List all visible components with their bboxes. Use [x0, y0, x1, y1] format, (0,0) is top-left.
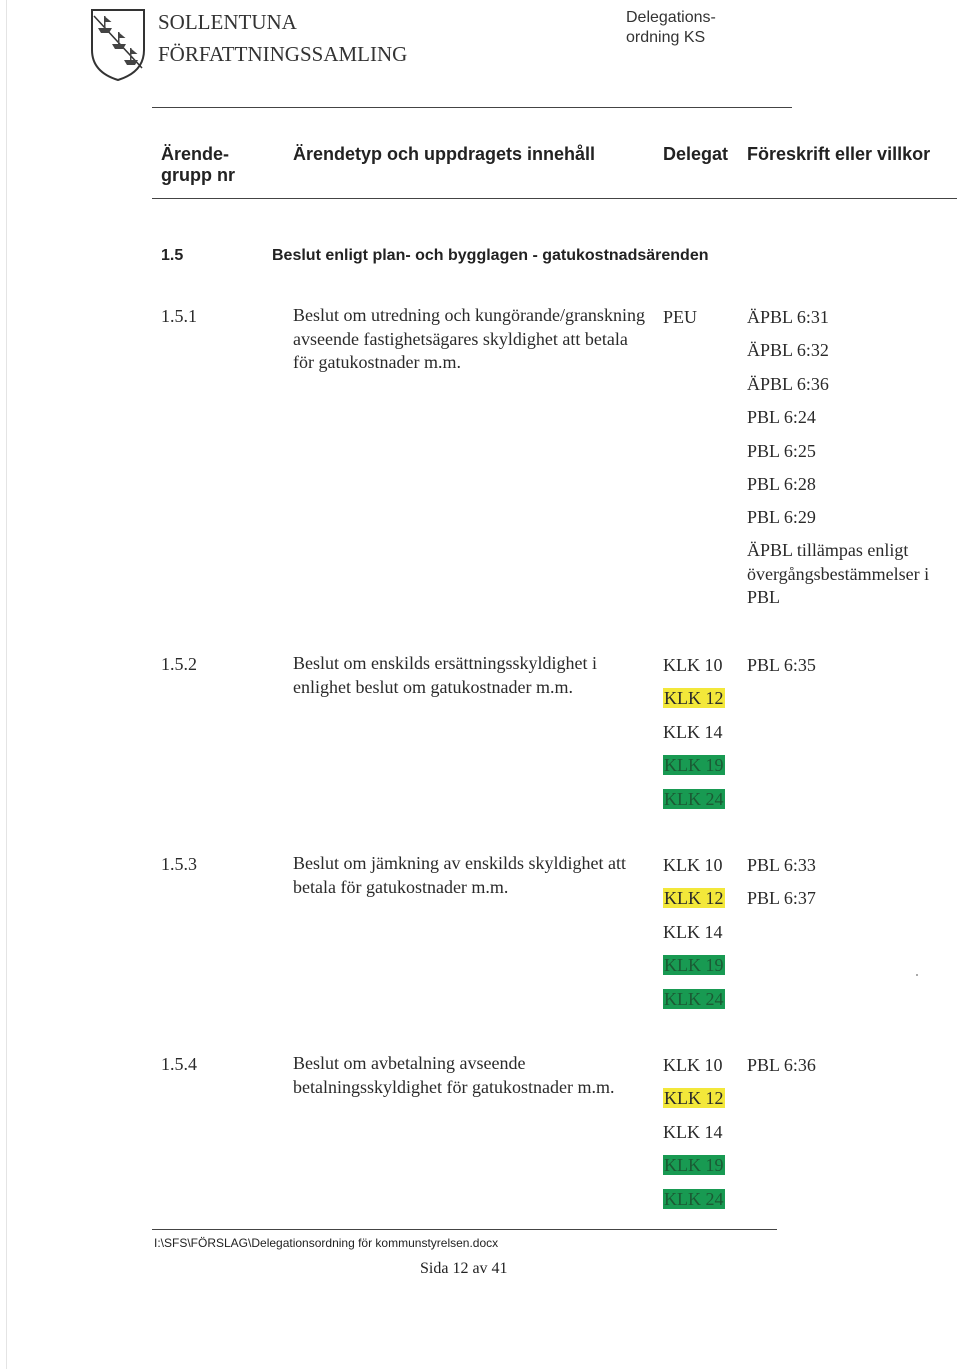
villkor-item: PBL 6:33 — [747, 855, 816, 875]
villkor-item: PBL 6:24 — [747, 407, 816, 428]
row-description: Beslut om avbetalning avseende betalningsskyldighet för gatukostnader m.m. — [293, 1053, 615, 1097]
row-description: Beslut om utredning och kungörande/granskning avseende fastighetsägares skyldighet att betala för gatukostnader m.m. — [293, 305, 645, 372]
delegat-code-highlighted-yellow: KLK 12 — [664, 688, 724, 709]
row-number: 1.5.1 — [161, 306, 197, 326]
delegat-code-highlighted-green: KLK 24 — [664, 988, 724, 1009]
delegat-code-highlighted-green: KLK 24 — [664, 788, 724, 809]
villkor-item: PBL 6:35 — [747, 655, 816, 675]
delegat-code: KLK 14 — [663, 1121, 723, 1142]
column-header-number-line1: Ärende- — [161, 144, 230, 164]
org-line-2: FÖRFATTNINGSSAMLING — [158, 42, 408, 66]
municipality-crest-logo — [88, 6, 148, 82]
delegat-code-highlighted-green: KLK 19 — [664, 955, 724, 976]
row-villkor — [747, 654, 816, 687]
villkor-item: PBL 6:28 — [747, 473, 816, 494]
row-delegat — [663, 854, 725, 1021]
villkor-item: PBL 6:37 — [747, 888, 816, 909]
header-rule — [152, 107, 792, 108]
footer-file-path: I:\SFS\FÖRSLAG\Delegationsordning för kommunstyrelsen.docx — [154, 1236, 499, 1250]
column-header-number — [161, 144, 235, 186]
villkor-note: ÄPBL tillämpas enligt övergångsbestämmelser i PBL — [747, 540, 930, 607]
section-number: 1.5 — [161, 247, 184, 264]
column-header-rule — [152, 198, 957, 199]
organization-name — [158, 6, 407, 70]
delegat-code-highlighted-green: KLK 24 — [664, 1188, 724, 1209]
villkor-item: PBL 6:36 — [747, 1055, 816, 1075]
page-number: Sida 12 av 41 — [420, 1260, 508, 1277]
document-name — [626, 8, 716, 48]
delegat-code: KLK 10 — [663, 1055, 723, 1075]
footer-rule — [152, 1229, 777, 1230]
row-number: 1.5.2 — [161, 654, 197, 674]
delegat-code: KLK 10 — [663, 855, 723, 875]
villkor-item: PBL 6:29 — [747, 507, 816, 528]
row-delegat — [663, 1054, 725, 1221]
column-header-type: Ärendetyp och uppdragets innehåll — [293, 144, 596, 164]
delegat-code: KLK 14 — [663, 721, 723, 742]
section-title: Beslut enligt plan- och bygglagen - gatukostnadsärenden — [272, 247, 709, 264]
row-number: 1.5.4 — [161, 1054, 197, 1074]
row-villkor — [747, 1054, 816, 1087]
delegat-code-highlighted-green: KLK 19 — [664, 755, 724, 776]
column-header-number-line2: grupp nr — [161, 165, 235, 185]
row-villkor — [747, 306, 829, 540]
delegat-code-highlighted-yellow: KLK 12 — [664, 1088, 724, 1109]
row-number: 1.5.3 — [161, 854, 197, 874]
row-description: Beslut om jämkning av enskilds skyldighet att betala för gatukostnader m.m. — [293, 853, 626, 897]
doc-line-2: ordning KS — [626, 29, 706, 46]
delegat-code: KLK 10 — [663, 655, 723, 675]
column-header-delegat: Delegat — [663, 144, 729, 164]
row-villkor — [747, 854, 816, 921]
delegat-code: PEU — [663, 307, 698, 327]
column-header-villkor: Föreskrift eller villkor — [747, 144, 931, 164]
row-delegat — [663, 654, 725, 821]
row-delegat — [663, 306, 697, 339]
org-line-1: SOLLENTUNA — [158, 10, 297, 34]
row-description: Beslut om enskilds ersättningsskyldighet i enlighet beslut om gatukostnader m.m. — [293, 653, 597, 697]
delegat-code: KLK 14 — [663, 921, 723, 942]
doc-line-1: Delegations- — [626, 9, 716, 26]
scan-edge — [6, 0, 7, 1369]
villkor-item: PBL 6:25 — [747, 440, 816, 461]
scan-speck — [916, 974, 918, 976]
villkor-item: ÄPBL 6:36 — [747, 373, 829, 394]
villkor-item: ÄPBL 6:31 — [747, 307, 829, 327]
delegat-code-highlighted-yellow: KLK 12 — [664, 888, 724, 909]
delegat-code-highlighted-green: KLK 19 — [664, 1155, 724, 1176]
villkor-item: ÄPBL 6:32 — [747, 340, 829, 361]
